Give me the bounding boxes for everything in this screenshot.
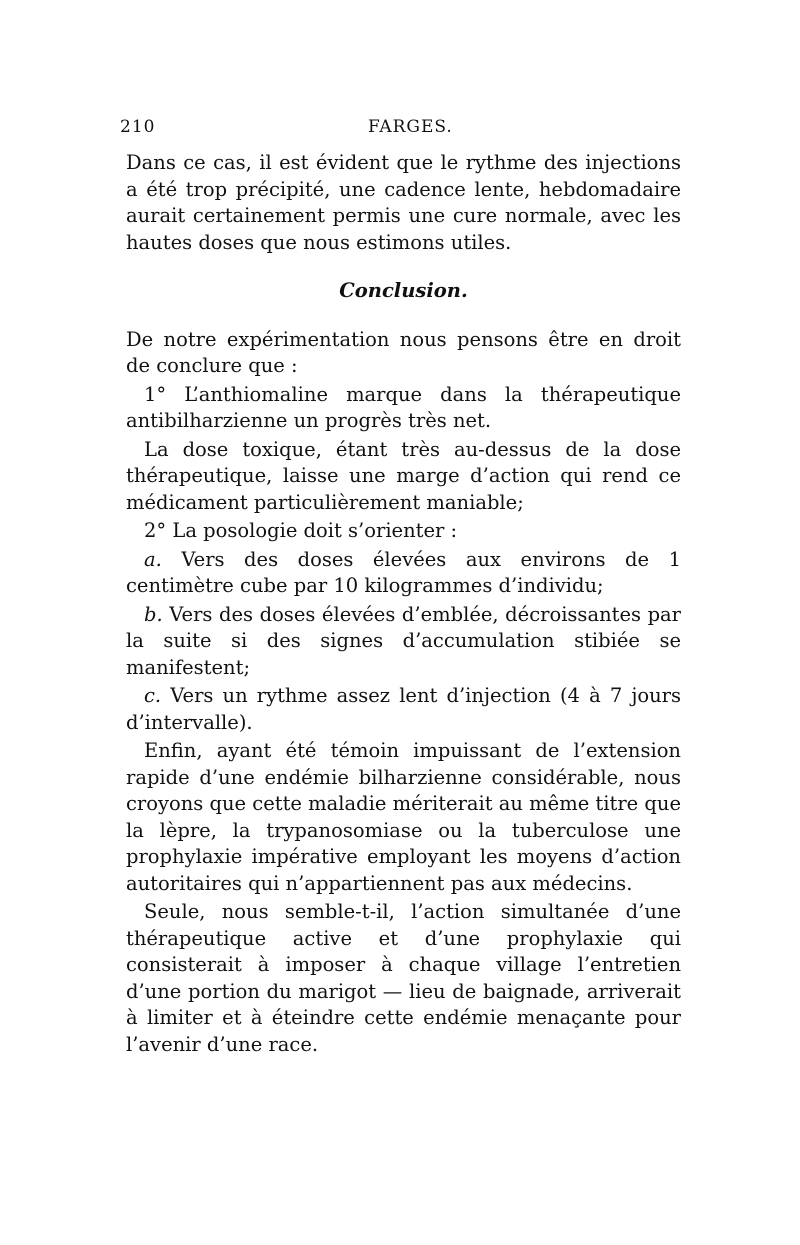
paragraph-3-text: L’anthiomaline marque dans la thérapeutique antibilharzienne un progrès très net. bbox=[126, 382, 682, 432]
item-label-b: b. bbox=[144, 602, 163, 626]
page-body bbox=[126, 150, 681, 1058]
paragraph-4-text: La dose toxique, étant très au-dessus de la dose thérapeutique, laisse une marge d’action qui rend ce médicament particulièrement maniable; bbox=[126, 437, 681, 514]
paragraph-4 bbox=[126, 437, 681, 517]
paragraph-7 bbox=[126, 602, 681, 682]
item-number-2: 2° bbox=[144, 519, 167, 542]
section-heading: Conclusion. bbox=[339, 279, 468, 302]
paragraph-9 bbox=[126, 738, 681, 897]
paragraph-9-text: Enfin, ayant été témoin impuissant de l’extension rapide d’une endémie bilharzienne considérable, nous croyons que cette maladie mériterait au même titre que la lèpre, la trypanosomiase ou la tuberculose une prophylaxie impérative employant les moyens d’action autoritaires qui n’appartiennent pas aux médecins. bbox=[126, 739, 681, 895]
paragraph-7-text: Vers des doses élevées d’emblée, décroissantes par la suite si des signes d’accumulation stibiée se manifestent; bbox=[126, 602, 682, 679]
paragraph-5 bbox=[126, 518, 681, 545]
paragraph-6 bbox=[126, 547, 681, 600]
paragraph-2-text: De notre expérimentation nous pensons être en droit de conclure que : bbox=[126, 327, 681, 377]
paragraph-6-text: Vers des doses élevées aux environs de 1 centimètre cube par 10 kilogrammes d’individu; bbox=[126, 547, 681, 597]
paragraph-1 bbox=[126, 150, 681, 256]
item-label-c: c. bbox=[144, 684, 162, 707]
paragraph-1-text: Dans ce cas, il est évident que le rythme des injections a été trop précipité, une cadence lente, hebdomadaire aurait certainement permis une cure normale, avec les hautes doses que nous estimons utiles. bbox=[126, 151, 681, 254]
paragraph-5-text: La posologie doit s’orienter : bbox=[172, 519, 458, 542]
paragraph-3 bbox=[126, 382, 681, 435]
paragraph-10 bbox=[126, 899, 681, 1058]
item-number-1: 1° bbox=[144, 382, 167, 406]
item-label-a: a. bbox=[144, 547, 162, 571]
paragraph-8 bbox=[126, 683, 681, 736]
paragraph-10-text: Seule, nous semble-t-il, l’action simultanée d’une thérapeutique active et d’une prophylaxie qui consisterait à imposer à chaque village l’entretien d’une portion du marigot — lieu de baignade, arriverait à limiter et à éteindre cette endémie menaçante pour l’avenir d’une race. bbox=[126, 900, 681, 1056]
paragraph-2 bbox=[126, 327, 681, 380]
running-head: FARGES. bbox=[368, 117, 453, 137]
paragraph-8-text: Vers un rythme assez lent d’injection (4 à 7 jours d’intervalle). bbox=[126, 684, 682, 734]
page-header bbox=[120, 117, 680, 141]
page-number: 210 bbox=[120, 117, 156, 137]
